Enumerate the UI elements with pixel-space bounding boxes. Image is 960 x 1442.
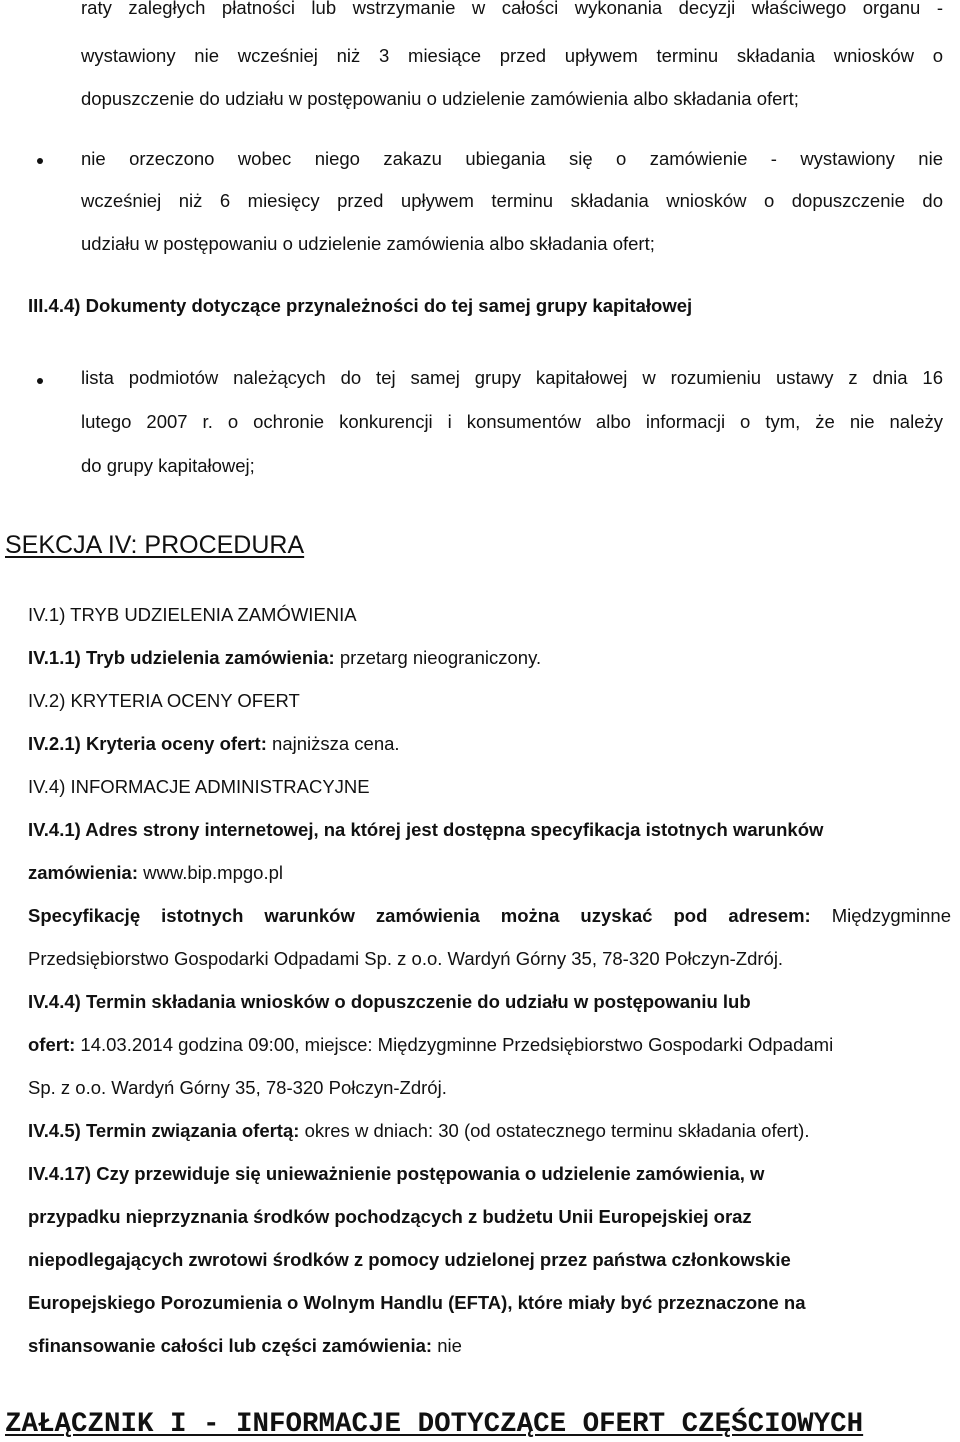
field-label: ofert:	[28, 1034, 76, 1055]
field-label: IV.2.1) Kryteria oceny ofert:	[28, 733, 267, 754]
field-value: przetarg nieograniczony.	[339, 647, 542, 668]
binding-period-row	[28, 1120, 809, 1142]
field-value: Sp. z o.o. Wardyń Górny 35, 78-320 Połczyn-Zdrój.	[28, 1077, 447, 1098]
subsection-heading: IV.1) TRYB UDZIELENIA ZAMÓWIENIA	[28, 604, 357, 625]
list-item-line: wcześniej niż 6 miesięcy przed upływem terminu składania wniosków o dopuszczenie do	[81, 190, 943, 211]
field-value: 14.03.2014 godzina 09:00, miejsce: Międzygminne Przedsiębiorstwo Gospodarki Odpadami	[80, 1034, 834, 1055]
field-label: IV.4.17) Czy przewiduje się unieważnienie postępowania o udzielenie zamówienia, w	[28, 1163, 765, 1184]
siwz-row	[28, 905, 951, 927]
website-row	[28, 862, 283, 884]
deadline-row	[28, 1034, 833, 1056]
field-label: IV.4.4) Termin składania wniosków o dopuszczenie do udziału w postępowaniu lub	[28, 991, 751, 1012]
list-item-line: udziału w postępowaniu o udzielenie zamówienia albo składania ofert;	[81, 233, 655, 254]
procedure-mode-row	[28, 647, 541, 669]
list-item-line: nie orzeczono wobec niego zakazu ubiegania się o zamówienie - wystawiony nie	[81, 148, 943, 169]
field-label: zamówienia:	[28, 862, 138, 883]
paragraph-line: wystawiony nie wcześniej niż 3 miesiące przed upływem terminu składania wniosków o	[81, 45, 943, 66]
field-label: Europejskiego Porozumienia o Wolnym Handlu (EFTA), które miały być przeznaczone na	[28, 1292, 806, 1313]
section-heading: III.4.4) Dokumenty dotyczące przynależności do tej samej grupy kapitałowej	[28, 295, 693, 316]
list-item-line: lutego 2007 r. o ochronie konkurencji i konsumentów albo informacji o tym, że nie należy	[81, 411, 943, 432]
field-value: Międzygminne	[831, 905, 952, 926]
subsection-heading: IV.4) INFORMACJE ADMINISTRACYJNE	[28, 776, 370, 797]
list-item-line: lista podmiotów należących do tej samej grupy kapitałowej w rozumieniu ustawy z dnia 16	[81, 367, 943, 388]
list-item-line: do grupy kapitałowej;	[81, 455, 255, 476]
field-value: okres w dniach: 30 (od ostatecznego terminu składania ofert).	[304, 1120, 810, 1141]
field-value: Przedsiębiorstwo Gospodarki Odpadami Sp. z o.o. Wardyń Górny 35, 78-320 Połczyn-Zdrój.	[28, 948, 784, 969]
field-label: niepodlegających zwrotowi środków z pomocy udzielonej przez państwa członkowskie	[28, 1249, 791, 1270]
field-label: Specyfikację istotnych warunków zamówienia można uzyskać pod adresem:	[28, 905, 811, 926]
bullet-icon	[37, 378, 43, 384]
bullet-icon	[37, 158, 43, 164]
field-label: przypadku nieprzyznania środków pochodzących z budżetu Unii Europejskiej oraz	[28, 1206, 752, 1227]
annulment-row	[28, 1335, 462, 1357]
field-label: sfinansowanie całości lub części zamówienia:	[28, 1335, 433, 1356]
field-label: IV.4.1) Adres strony internetowej, na której jest dostępna specyfikacja istotnych warunków	[28, 819, 824, 840]
field-value: najniższa cena.	[272, 733, 400, 754]
annex-title: ZAŁĄCZNIK I - INFORMACJE DOTYCZĄCE OFERT CZĘŚCIOWYCH	[5, 1409, 864, 1440]
field-value: nie	[437, 1335, 462, 1356]
paragraph-line: dopuszczenie do udziału w postępowaniu o udzielenie zamówienia albo składania ofert;	[81, 88, 799, 109]
subsection-heading: IV.2) KRYTERIA OCENY OFERT	[28, 690, 300, 711]
website-link[interactable]: www.bip.mpgo.pl	[143, 862, 283, 883]
paragraph-line: raty zaległych płatności lub wstrzymanie w całości wykonania decyzji właściwego organu -	[81, 0, 943, 18]
criteria-row	[28, 733, 400, 755]
field-label: IV.4.5) Termin związania ofertą:	[28, 1120, 300, 1141]
field-label: IV.1.1) Tryb udzielenia zamówienia:	[28, 647, 335, 668]
section-title: SEKCJA IV: PROCEDURA	[5, 531, 305, 559]
